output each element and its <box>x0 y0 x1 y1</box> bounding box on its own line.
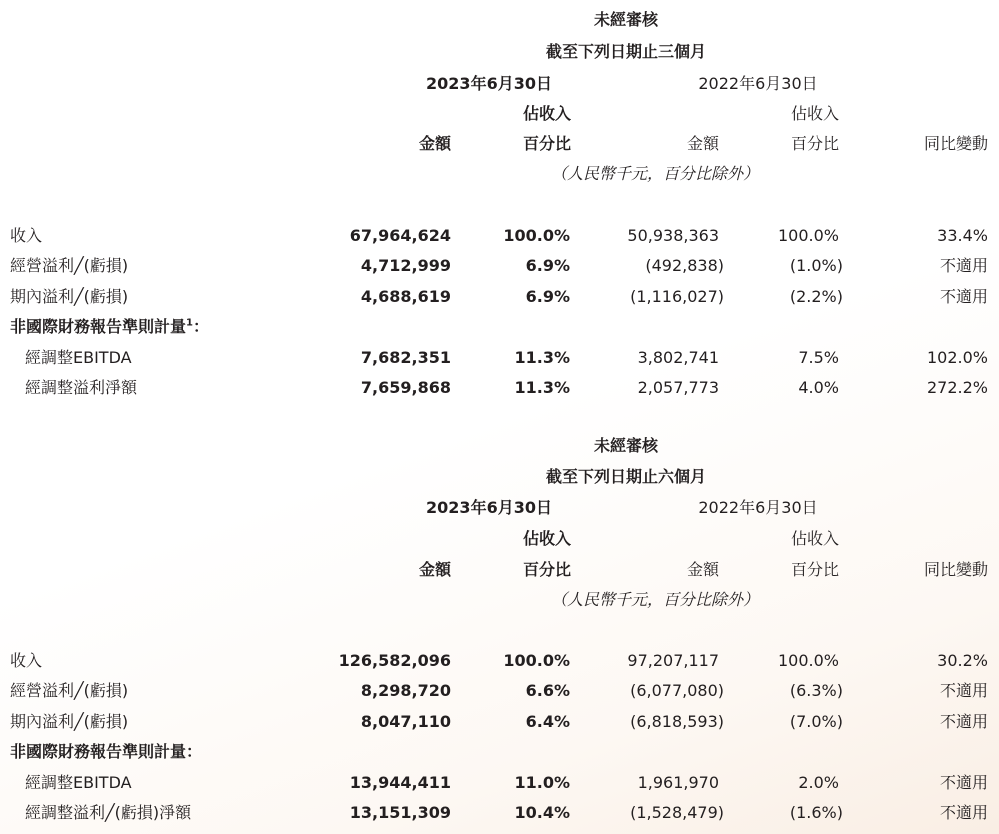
prior-amount: 2,057,773 <box>637 378 719 397</box>
current-pct-header-line2: 百分比 <box>522 134 572 153</box>
prior-pct-header-line1: 佔收入 <box>790 104 840 123</box>
current-amount: 4,688,619 <box>360 287 451 306</box>
prior-amount: (1,528,479) <box>630 803 724 822</box>
current-amount: 7,659,868 <box>360 378 451 397</box>
prior-amount-header: 金額 <box>686 134 719 153</box>
row-label: 期內溢利╱(虧損) <box>10 287 129 306</box>
current-pct-header-line1: 佔收入 <box>522 104 572 123</box>
current-percent: 6.6% <box>525 681 570 700</box>
prior-amount-header: 金額 <box>686 560 719 579</box>
current-percent: 11.3% <box>514 378 570 397</box>
prior-amount: 50,938,363 <box>627 226 719 245</box>
current-amount: 8,298,720 <box>360 681 451 700</box>
row-label: 經調整EBITDA <box>25 348 132 367</box>
prior-percent: 2.0% <box>798 773 839 792</box>
unit-note: （人民幣千元，百分比除外） <box>550 590 760 609</box>
period-heading: 截至下列日期止三個月 <box>545 42 707 61</box>
prior-percent: 7.5% <box>798 348 839 367</box>
current-pct-header-line2: 百分比 <box>522 560 572 579</box>
current-date-header: 2023年6月30日 <box>426 498 552 517</box>
current-percent: 100.0% <box>503 651 570 670</box>
current-percent: 11.3% <box>514 348 570 367</box>
row-label: 經營溢利╱(虧損) <box>10 256 129 275</box>
prior-percent: 100.0% <box>777 226 839 245</box>
prior-amount: (492,838) <box>645 256 724 275</box>
row-label: 期內溢利╱(虧損) <box>10 712 129 731</box>
non-ifrs-label: 非國際財務報告準則計量 <box>10 742 187 761</box>
prior-percent: (6.3%) <box>789 681 843 700</box>
current-amount: 13,151,309 <box>349 803 451 822</box>
current-percent: 6.9% <box>525 287 570 306</box>
prior-percent: (1.0%) <box>789 256 843 275</box>
current-amount: 126,582,096 <box>338 651 451 670</box>
yoy-change: 不適用 <box>939 803 988 822</box>
non-ifrs-heading <box>10 742 202 762</box>
prior-percent: (1.6%) <box>789 803 843 822</box>
yoy-change: 33.4% <box>937 226 988 245</box>
yoy-change: 不適用 <box>939 287 988 306</box>
yoy-header: 同比變動 <box>923 134 988 153</box>
row-label: 經調整溢利╱(虧損)淨額 <box>25 803 192 822</box>
current-percent: 6.4% <box>525 712 570 731</box>
prior-amount: (6,818,593) <box>630 712 724 731</box>
yoy-change: 102.0% <box>926 348 988 367</box>
prior-pct-header-line1: 佔收入 <box>790 529 840 548</box>
current-amount: 7,682,351 <box>360 348 451 367</box>
prior-percent: 100.0% <box>777 651 839 670</box>
current-date-header: 2023年6月30日 <box>426 74 552 93</box>
current-percent: 10.4% <box>514 803 570 822</box>
prior-percent: 4.0% <box>798 378 839 397</box>
prior-amount: 1,961,970 <box>637 773 719 792</box>
prior-amount: 3,802,741 <box>637 348 719 367</box>
non-ifrs-label: 非國際財務報告準則計量 <box>10 317 187 336</box>
current-amount: 13,944,411 <box>349 773 451 792</box>
unit-note: （人民幣千元，百分比除外） <box>550 164 760 183</box>
footnote-marker: 1 <box>186 317 193 329</box>
prior-date-header: 2022年6月30日 <box>698 74 818 93</box>
row-label: 收入 <box>10 651 43 670</box>
current-amount: 8,047,110 <box>360 712 451 731</box>
period-heading: 截至下列日期止六個月 <box>545 467 707 486</box>
yoy-header: 同比變動 <box>923 560 988 579</box>
audit-status: 未經審核 <box>593 10 659 29</box>
current-percent: 100.0% <box>503 226 570 245</box>
yoy-change: 不適用 <box>939 773 988 792</box>
row-label: 經調整EBITDA <box>25 773 132 792</box>
current-amount: 4,712,999 <box>360 256 451 275</box>
prior-percent: (2.2%) <box>789 287 843 306</box>
current-amount-header: 金額 <box>418 134 451 153</box>
non-ifrs-heading <box>10 317 209 337</box>
audit-status: 未經審核 <box>593 436 659 455</box>
current-percent: 11.0% <box>514 773 570 792</box>
row-label: 經營溢利╱(虧損) <box>10 681 129 700</box>
non-ifrs-colon: ： <box>192 317 209 336</box>
yoy-change: 30.2% <box>937 651 988 670</box>
prior-pct-header-line2: 百分比 <box>790 560 840 579</box>
row-label: 收入 <box>10 226 43 245</box>
yoy-change: 不適用 <box>939 256 988 275</box>
prior-amount: (1,116,027) <box>630 287 724 306</box>
yoy-change: 272.2% <box>926 378 988 397</box>
non-ifrs-colon: ： <box>186 742 203 761</box>
prior-amount: 97,207,117 <box>627 651 719 670</box>
current-amount: 67,964,624 <box>349 226 451 245</box>
prior-date-header: 2022年6月30日 <box>698 498 818 517</box>
current-percent: 6.9% <box>525 256 570 275</box>
current-amount-header: 金額 <box>418 560 451 579</box>
prior-amount: (6,077,080) <box>630 681 724 700</box>
yoy-change: 不適用 <box>939 681 988 700</box>
row-label: 經調整溢利淨額 <box>25 378 138 397</box>
prior-pct-header-line2: 百分比 <box>790 134 840 153</box>
current-pct-header-line1: 佔收入 <box>522 529 572 548</box>
prior-percent: (7.0%) <box>789 712 843 731</box>
yoy-change: 不適用 <box>939 712 988 731</box>
